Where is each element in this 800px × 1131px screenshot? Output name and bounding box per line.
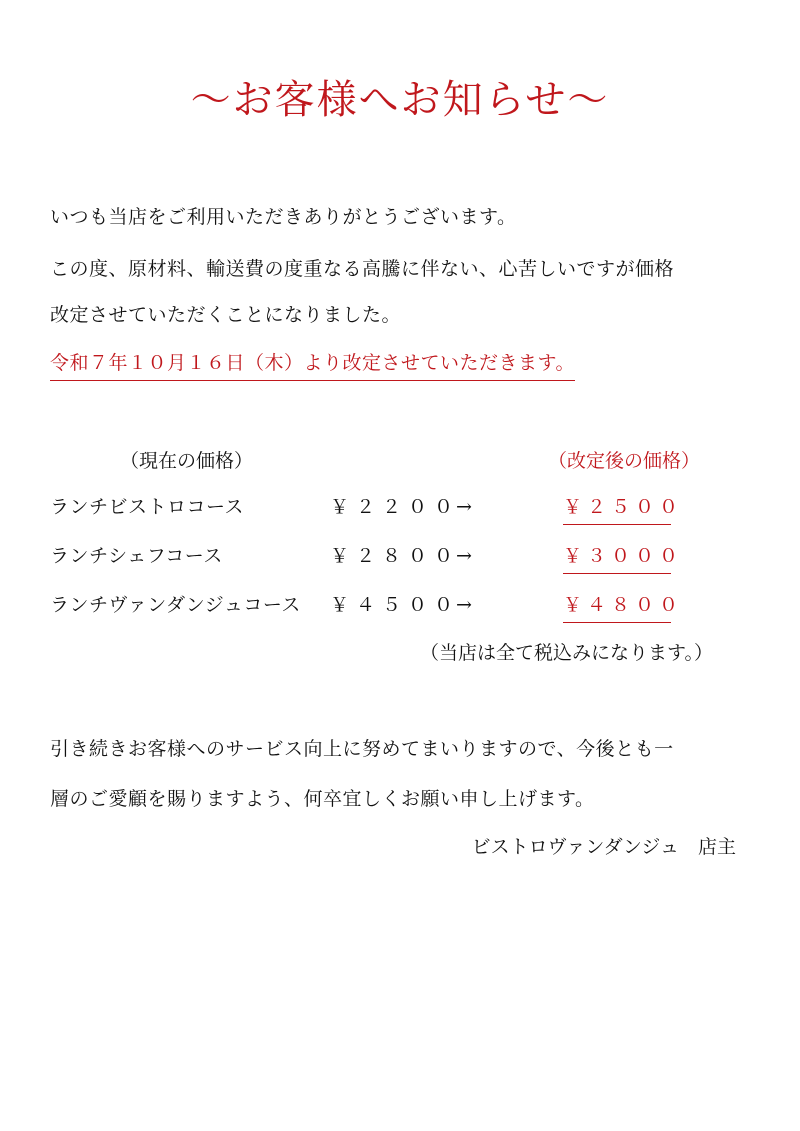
arrow-icon: →: [456, 496, 472, 518]
owner-signature: ビストロヴァンダンジュ 店主: [471, 836, 736, 858]
new-price: ￥２５００: [563, 494, 671, 525]
course-name: ランチビストロコース: [50, 496, 245, 518]
closing-line-2: 層のご愛顧を賜りますよう、何卒宜しくお願い申し上げます。: [50, 788, 595, 810]
new-price: ￥４８００: [563, 592, 671, 623]
closing-line-1: 引き続きお客様へのサービス向上に努めてまいりますので、今後とも一: [50, 738, 674, 760]
new-price: ￥３０００: [563, 543, 671, 574]
new-price-header: （改定後の価格）: [548, 450, 701, 472]
intro-line-2: この度、原材料、輸送費の度重なる高騰に伴ない、心苦しいですが価格: [50, 258, 675, 280]
current-price-header: （現在の価格）: [120, 450, 254, 472]
arrow-icon: →: [456, 545, 472, 567]
current-price: ￥２８００: [330, 545, 461, 567]
course-name: ランチシェフコース: [50, 545, 223, 567]
effective-date-notice: 令和７年１０月１６日（木）より改定させていただきます。: [50, 350, 575, 381]
tax-included-note: （当店は全て税込みになります。）: [420, 642, 713, 664]
current-price: ￥４５００: [330, 594, 461, 616]
intro-line-1: いつも当店をご利用いただきありがとうございます。: [50, 206, 517, 228]
notice-title: 〜お客様へお知らせ〜: [190, 77, 610, 123]
current-price: ￥２２００: [330, 496, 461, 518]
arrow-icon: →: [456, 594, 472, 616]
course-name: ランチヴァンダンジュコース: [50, 594, 301, 616]
intro-line-3: 改定させていただくことになりました。: [50, 304, 402, 326]
